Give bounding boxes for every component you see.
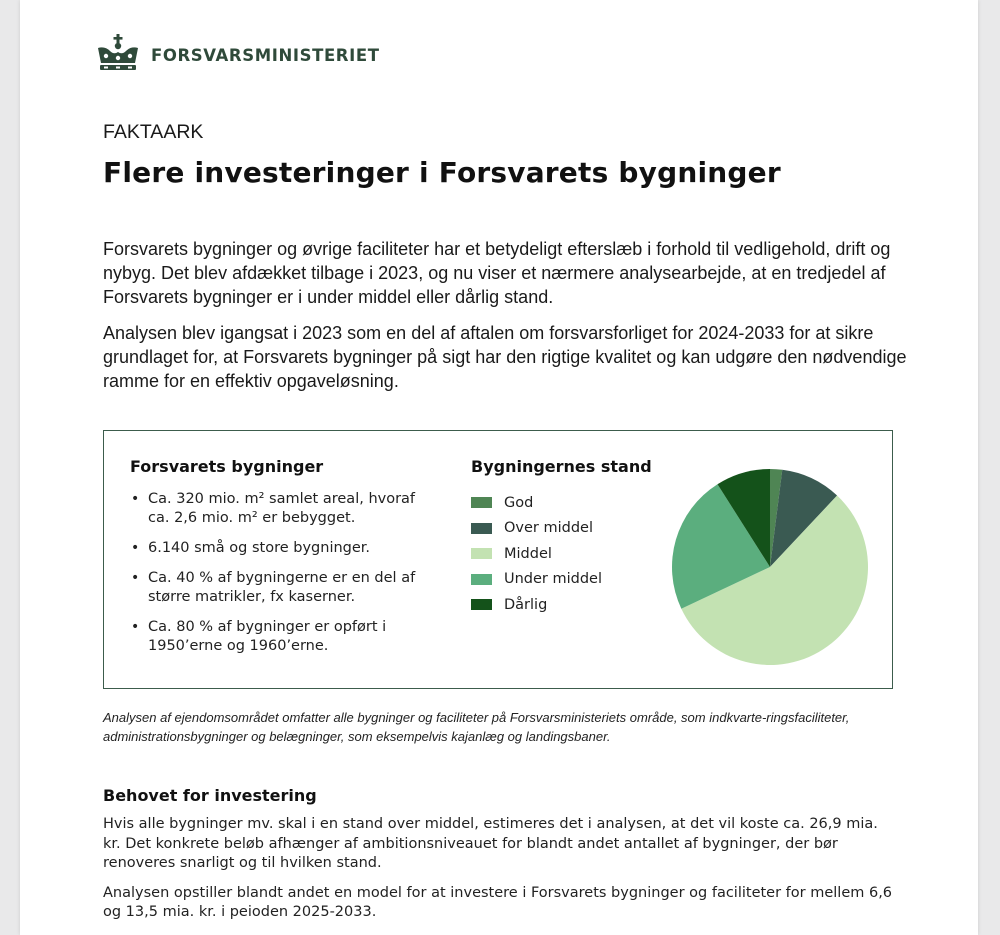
bullet-icon: •: [131, 491, 140, 507]
figure-caption: Analysen af ejendomsområdet omfatter alle bygninger og faciliteter på Forsvarsministeriets område, som indkvarte-ringsfaciliteter, administrationsbygninger og belægninger, som eksempelvis kajanlæg og landingsbaner.: [103, 710, 850, 744]
ministry-logo: [95, 34, 380, 76]
fact-box: [103, 430, 893, 689]
bullet-icon: •: [131, 540, 140, 556]
facts-list: [130, 490, 440, 656]
legend-item: [471, 541, 671, 567]
fact-item: [130, 490, 440, 528]
page-title: Flere investeringer i Forsvarets bygninger: [103, 156, 781, 189]
facts-heading: Forsvarets bygninger: [130, 457, 324, 476]
bullet-icon: •: [131, 619, 140, 635]
chart-legend: [471, 490, 671, 618]
legend-swatch: [471, 523, 492, 534]
fact-item: [130, 569, 440, 607]
section-heading: Behovet for investering: [103, 786, 317, 805]
legend-label: God: [504, 494, 534, 511]
legend-swatch: [471, 599, 492, 610]
legend-item: [471, 516, 671, 542]
crown-logo-icon: [95, 34, 141, 76]
pie-chart: [670, 467, 870, 667]
legend-label: Over middel: [504, 520, 593, 537]
legend-swatch: [471, 548, 492, 559]
chart-title: Bygningernes stand: [471, 457, 652, 476]
bullet-icon: •: [131, 570, 140, 586]
fact-item: [130, 539, 440, 558]
intro-text: [103, 237, 913, 405]
intro-paragraph: Analysen blev igangsat i 2023 som en del af aftalen om forsvarsforliget for 2024-2033 for at sikre grundlaget for, at Forsvarets bygninger på sigt har den rigtige kvalitet og kan udgøre den nødvendige ramme for en effektiv opgaveløsning.: [103, 323, 907, 391]
fact-item: [130, 618, 440, 656]
fact-text: Ca. 40 % af bygningerne er en del af større matrikler, fx kaserner.: [148, 570, 416, 605]
legend-label: Dårlig: [504, 596, 548, 613]
document-page: [20, 0, 978, 935]
fact-text: Ca. 80 % af bygninger er opført i 1950’erne og 1960’erne.: [148, 619, 387, 654]
intro-paragraph: Forsvarets bygninger og øvrige faciliteter har et betydeligt efterslæb i forhold til vedligehold, drift og nybyg. Det blev afdækket tilbage i 2023, og nu viser et nærmere analysearbejde, at en tredjedel af Forsvarets bygninger er i under middel eller dårlig stand.: [103, 239, 891, 307]
legend-label: Middel: [504, 545, 552, 562]
section-body: [103, 815, 893, 933]
org-name: FORSVARSMINISTERIET: [151, 45, 380, 65]
document-type-label: FAKTAARK: [103, 121, 204, 143]
section-paragraph: Analysen opstiller blandt andet en model for at investere i Forsvarets bygninger og faciliteter for mellem 6,6 og 13,5 mia. kr. i peioden 2025-2033.: [103, 884, 893, 920]
legend-label: Under middel: [504, 571, 603, 588]
legend-swatch: [471, 574, 492, 585]
legend-item: [471, 592, 671, 618]
fact-text: Ca. 320 mio. m² samlet areal, hvoraf ca. 2,6 mio. m² er bebygget.: [148, 491, 416, 526]
fact-text: 6.140 små og store bygninger.: [148, 540, 371, 556]
chart-legend-block: [471, 457, 671, 618]
legend-item: [471, 490, 671, 516]
legend-item: [471, 567, 671, 593]
legend-swatch: [471, 497, 492, 508]
facts-column: [130, 457, 440, 667]
section-paragraph: Hvis alle bygninger mv. skal i en stand over middel, estimeres det i analysen, at det vil koste ca. 26,9 mia. kr. Det konkrete beløb afhænger af ambitionsniveauet for blandt andet antallet af bygninger, der bør renoveres snarligt og til hvilken stand.: [103, 816, 878, 871]
